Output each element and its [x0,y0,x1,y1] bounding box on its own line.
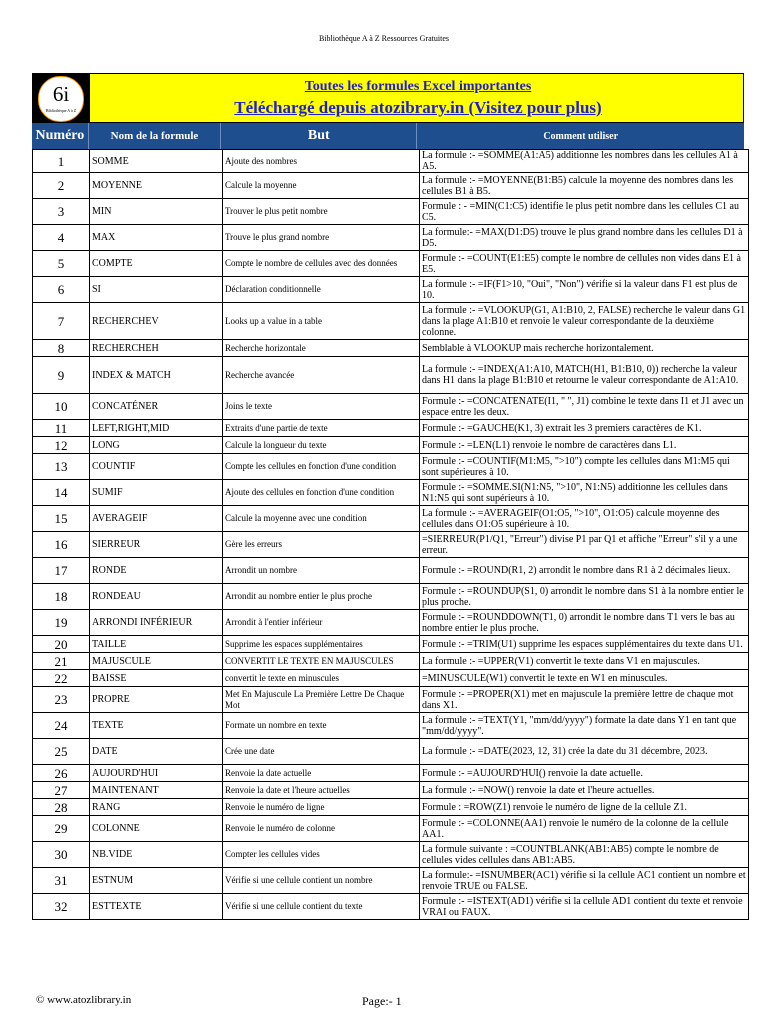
row-purpose: Renvoie la date et l'heure actuelles [223,782,420,799]
row-usage: La formule :- =VLOOKUP(G1, A1:B10, 2, FALSE) recherche le valeur dans G1 dans la plage A1:B10 et renvoie le valeur correspondante de la deuxième colonne. [420,303,749,340]
row-formula-name: PROPRE [90,687,223,713]
row-purpose: convertit le texte en minuscules [223,670,420,687]
row-formula-name: ESTTEXTE [90,894,223,920]
formula-table-body [33,150,749,920]
row-number: 28 [33,799,90,816]
row-usage: Formule :- =ROUNDUP(S1, 0) arrondit le nombre dans S1 à la nombre entier le plus proche. [420,584,749,610]
column-header-name: Nom de la formule [89,123,221,149]
row-number: 7 [33,303,90,340]
row-formula-name: AUJOURD'HUI [90,765,223,782]
logo-text: 6i [52,82,70,106]
row-usage: La formule :- =SOMME(A1:A5) additionne les nombres dans les cellules A1 à A5. [420,150,749,173]
row-formula-name: RONDEAU [90,584,223,610]
table-row [33,868,749,894]
row-purpose: Extraits d'une partie de texte [223,420,420,437]
row-formula-name: SI [90,277,223,303]
table-row [33,739,749,765]
row-purpose: Trouve le plus grand nombre [223,225,420,251]
column-header-purpose: But [221,123,417,149]
row-formula-name: MAJUSCULE [90,653,223,670]
row-usage: La formule :- =TEXT(Y1, "mm/dd/yyyy") formate la date dans Y1 en tant que "mm/dd/yyyy". [420,713,749,739]
row-purpose: Compter les cellules vides [223,842,420,868]
row-usage: Formule :- =PROPER(X1) met en majuscule la première lettre de chaque mot dans X1. [420,687,749,713]
row-usage: La formule :- =DATE(2023, 12, 31) crée la date du 31 décembre, 2023. [420,739,749,765]
row-number: 4 [33,225,90,251]
table-row [33,842,749,868]
row-purpose: Renvoie le numéro de ligne [223,799,420,816]
table-row [33,420,749,437]
row-formula-name: COMPTE [90,251,223,277]
table-row [33,199,749,225]
row-number: 17 [33,558,90,584]
table-row [33,357,749,394]
row-number: 16 [33,532,90,558]
row-usage: La formule:- =ISNUMBER(AC1) vérifie si la cellule AC1 contient un nombre et renvoie TRUE ou FALSE. [420,868,749,894]
row-purpose: Calcule la moyenne [223,173,420,199]
row-number: 12 [33,437,90,454]
row-formula-name: ESTNUM [90,868,223,894]
row-purpose: Crée une date [223,739,420,765]
row-usage: La formule suivante : =COUNTBLANK(AB1:AB5) compte le nombre de cellules vides cellules dans AB1:AB5. [420,842,749,868]
row-purpose: Compte les cellules en fonction d'une condition [223,454,420,480]
row-purpose: Calcule la longueur du texte [223,437,420,454]
row-number: 19 [33,610,90,636]
table-row [33,782,749,799]
row-number: 32 [33,894,90,920]
row-purpose: Gère les erreurs [223,532,420,558]
row-number: 11 [33,420,90,437]
row-usage: Formule :- =COUNTIF(M1:M5, ">10") compte les cellules dans M1:M5 qui sont supérieures à 10. [420,454,749,480]
row-purpose: Déclaration conditionnelle [223,277,420,303]
column-header-row [32,123,744,149]
column-header-num: Numéro [32,123,89,149]
row-usage: Formule :- =ROUND(R1, 2) arrondit le nombre dans R1 à 2 décimales lieux. [420,558,749,584]
table-row [33,765,749,782]
row-usage: La formule :- =UPPER(V1) convertit le texte dans V1 en majuscules. [420,653,749,670]
row-formula-name: RANG [90,799,223,816]
row-number: 21 [33,653,90,670]
logo-subtext: Bibliothèque A à Z [45,108,77,113]
logo [33,74,90,122]
table-row [33,558,749,584]
row-formula-name: MOYENNE [90,173,223,199]
formula-sheet [32,73,744,920]
row-number: 9 [33,357,90,394]
row-usage: Formule :- =COLONNE(AA1) renvoie le numéro de la colonne de la cellule AA1. [420,816,749,842]
table-row [33,584,749,610]
row-purpose: Ajoute des cellules en fonction d'une condition [223,480,420,506]
row-usage: La formule :- =NOW() renvoie la date et l'heure actuelles. [420,782,749,799]
row-number: 22 [33,670,90,687]
row-formula-name: MAINTENANT [90,782,223,799]
row-number: 5 [33,251,90,277]
table-row [33,506,749,532]
row-number: 26 [33,765,90,782]
row-purpose: Vérifie si une cellule contient du texte [223,894,420,920]
row-number: 25 [33,739,90,765]
row-formula-name: COLONNE [90,816,223,842]
table-row [33,150,749,173]
table-row [33,670,749,687]
row-number: 6 [33,277,90,303]
row-usage: La formule :- =IF(F1>10, "Oui", "Non") vérifie si la valeur dans F1 est plus de 10. [420,277,749,303]
table-row [33,454,749,480]
row-formula-name: RECHERCHEH [90,340,223,357]
row-formula-name: MAX [90,225,223,251]
row-formula-name: LEFT,RIGHT,MID [90,420,223,437]
table-row [33,687,749,713]
row-usage: Formule :- =LEN(L1) renvoie le nombre de caractères dans L1. [420,437,749,454]
row-usage: La formule :- =AVERAGEIF(O1:O5, ">10", O1:O5) calcule moyenne des cellules dans O1:O5 supérieure à 10. [420,506,749,532]
table-row [33,799,749,816]
row-usage: La formule:- =MAX(D1:D5) trouve le plus grand nombre dans les cellules D1 à D5. [420,225,749,251]
row-formula-name: BAISSE [90,670,223,687]
row-number: 14 [33,480,90,506]
row-purpose: Trouver le plus petit nombre [223,199,420,225]
row-formula-name: NB.VIDE [90,842,223,868]
row-number: 20 [33,636,90,653]
row-usage: Formule : =ROW(Z1) renvoie le numéro de ligne de la cellule Z1. [420,799,749,816]
row-usage: Formule :- =COUNT(E1:E5) compte le nombre de cellules non vides dans E1 à E5. [420,251,749,277]
table-row [33,277,749,303]
row-purpose: Formate un nombre en texte [223,713,420,739]
row-purpose: Arrondit au nombre entier le plus proche [223,584,420,610]
row-number: 2 [33,173,90,199]
footer-page: Page:- 1 [362,994,402,1008]
row-purpose: Compte le nombre de cellules avec des données [223,251,420,277]
row-number: 8 [33,340,90,357]
row-number: 29 [33,816,90,842]
row-usage: La formule :- =INDEX(A1:A10, MATCH(H1, B1:B10, 0)) recherche la valeur dans H1 dans la plage B1:B10 et retourne le valeur correspondante de A1:A10. [420,357,749,394]
table-row [33,251,749,277]
row-usage: Formule :- =SOMME.SI(N1:N5, ">10", N1:N5) additionne les cellules dans N1:N5 qui sont supérieurs à 10. [420,480,749,506]
table-row [33,394,749,420]
row-number: 3 [33,199,90,225]
table-row [33,636,749,653]
column-header-usage: Comment utiliser [543,130,619,142]
row-number: 18 [33,584,90,610]
row-formula-name: SIERREUR [90,532,223,558]
row-purpose: Met En Majuscule La Première Lettre De Chaque Mot [223,687,420,713]
row-number: 1 [33,150,90,173]
row-purpose: Ajoute des nombres [223,150,420,173]
table-row [33,532,749,558]
banner [32,73,744,123]
row-purpose: Renvoie le numéro de colonne [223,816,420,842]
row-formula-name: TEXTE [90,713,223,739]
table-row [33,340,749,357]
row-usage: Formule :- =ROUNDDOWN(T1, 0) arrondit le nombre dans T1 vers le bas au nombre entier le plus proche. [420,610,749,636]
table-row [33,894,749,920]
row-formula-name: DATE [90,739,223,765]
row-usage: Formule :- =GAUCHE(K1, 3) extrait les 3 premiers caractères de K1. [420,420,749,437]
row-purpose: Recherche avancée [223,357,420,394]
row-purpose: Arrondit à l'entier inférieur [223,610,420,636]
table-row [33,173,749,199]
row-purpose: Supprime les espaces supplémentaires [223,636,420,653]
row-purpose: Renvoie la date actuelle [223,765,420,782]
row-formula-name: MIN [90,199,223,225]
row-usage: Formule :- =TRIM(U1) supprime les espaces supplémentaires du texte dans U1. [420,636,749,653]
table-row [33,225,749,251]
row-number: 23 [33,687,90,713]
row-purpose: Looks up a value in a table [223,303,420,340]
banner-subtitle: Téléchargé depuis atozibrary.in (Visitez pour plus) [234,98,602,117]
row-purpose: Arrondit un nombre [223,558,420,584]
row-usage: Formule :- =AUJOURD'HUI() renvoie la date actuelle. [420,765,749,782]
row-formula-name: COUNTIF [90,454,223,480]
row-purpose: CONVERTIT LE TEXTE EN MAJUSCULES [223,653,420,670]
row-purpose: Joins le texte [223,394,420,420]
row-formula-name: TAILLE [90,636,223,653]
row-usage: Formule :- =CONCATENATE(I1, " ", J1) combine le texte dans I1 et J1 avec un espace entre les deux. [420,394,749,420]
row-formula-name: INDEX & MATCH [90,357,223,394]
row-usage: Formule : - =MIN(C1:C5) identifie le plus petit nombre dans les cellules C1 au C5. [420,199,749,225]
table-row [33,816,749,842]
formula-table [32,149,749,920]
row-usage: Semblable à VLOOKUP mais recherche horizontalement. [420,340,749,357]
table-row [33,303,749,340]
table-row [33,437,749,454]
page-header: Bibliothèque A à Z Ressources Gratuites [319,34,449,43]
row-formula-name: ARRONDI INFÉRIEUR [90,610,223,636]
row-number: 15 [33,506,90,532]
row-number: 31 [33,868,90,894]
row-number: 10 [33,394,90,420]
row-number: 30 [33,842,90,868]
row-purpose: Calcule la moyenne avec une condition [223,506,420,532]
row-usage: Formule :- =ISTEXT(AD1) vérifie si la cellule AD1 contient du texte et renvoie VRAI ou FAUX. [420,894,749,920]
row-formula-name: SOMME [90,150,223,173]
table-row [33,610,749,636]
row-formula-name: RECHERCHEV [90,303,223,340]
row-purpose: Vérifie si une cellule contient un nombre [223,868,420,894]
row-formula-name: LONG [90,437,223,454]
row-formula-name: CONCATÉNER [90,394,223,420]
row-usage: La formule :- =MOYENNE(B1:B5) calcule la moyenne des nombres dans les cellules B1 à B5. [420,173,749,199]
row-number: 24 [33,713,90,739]
row-usage: =MINUSCULE(W1) convertit le texte en W1 en minuscules. [420,670,749,687]
row-formula-name: SUMIF [90,480,223,506]
row-number: 27 [33,782,90,799]
table-row [33,713,749,739]
banner-title: Toutes les formules Excel importantes [304,79,532,94]
row-formula-name: RONDE [90,558,223,584]
logo-badge [38,76,84,122]
table-row [33,653,749,670]
row-purpose: Recherche horizontale [223,340,420,357]
table-row [33,480,749,506]
row-number: 13 [33,454,90,480]
footer-site: © www.atozlibrary.in [36,994,132,1006]
row-usage: =SIERREUR(P1/Q1, "Erreur") divise P1 par Q1 et affiche "Erreur" s'il y a une erreur. [420,532,749,558]
row-formula-name: AVERAGEIF [90,506,223,532]
